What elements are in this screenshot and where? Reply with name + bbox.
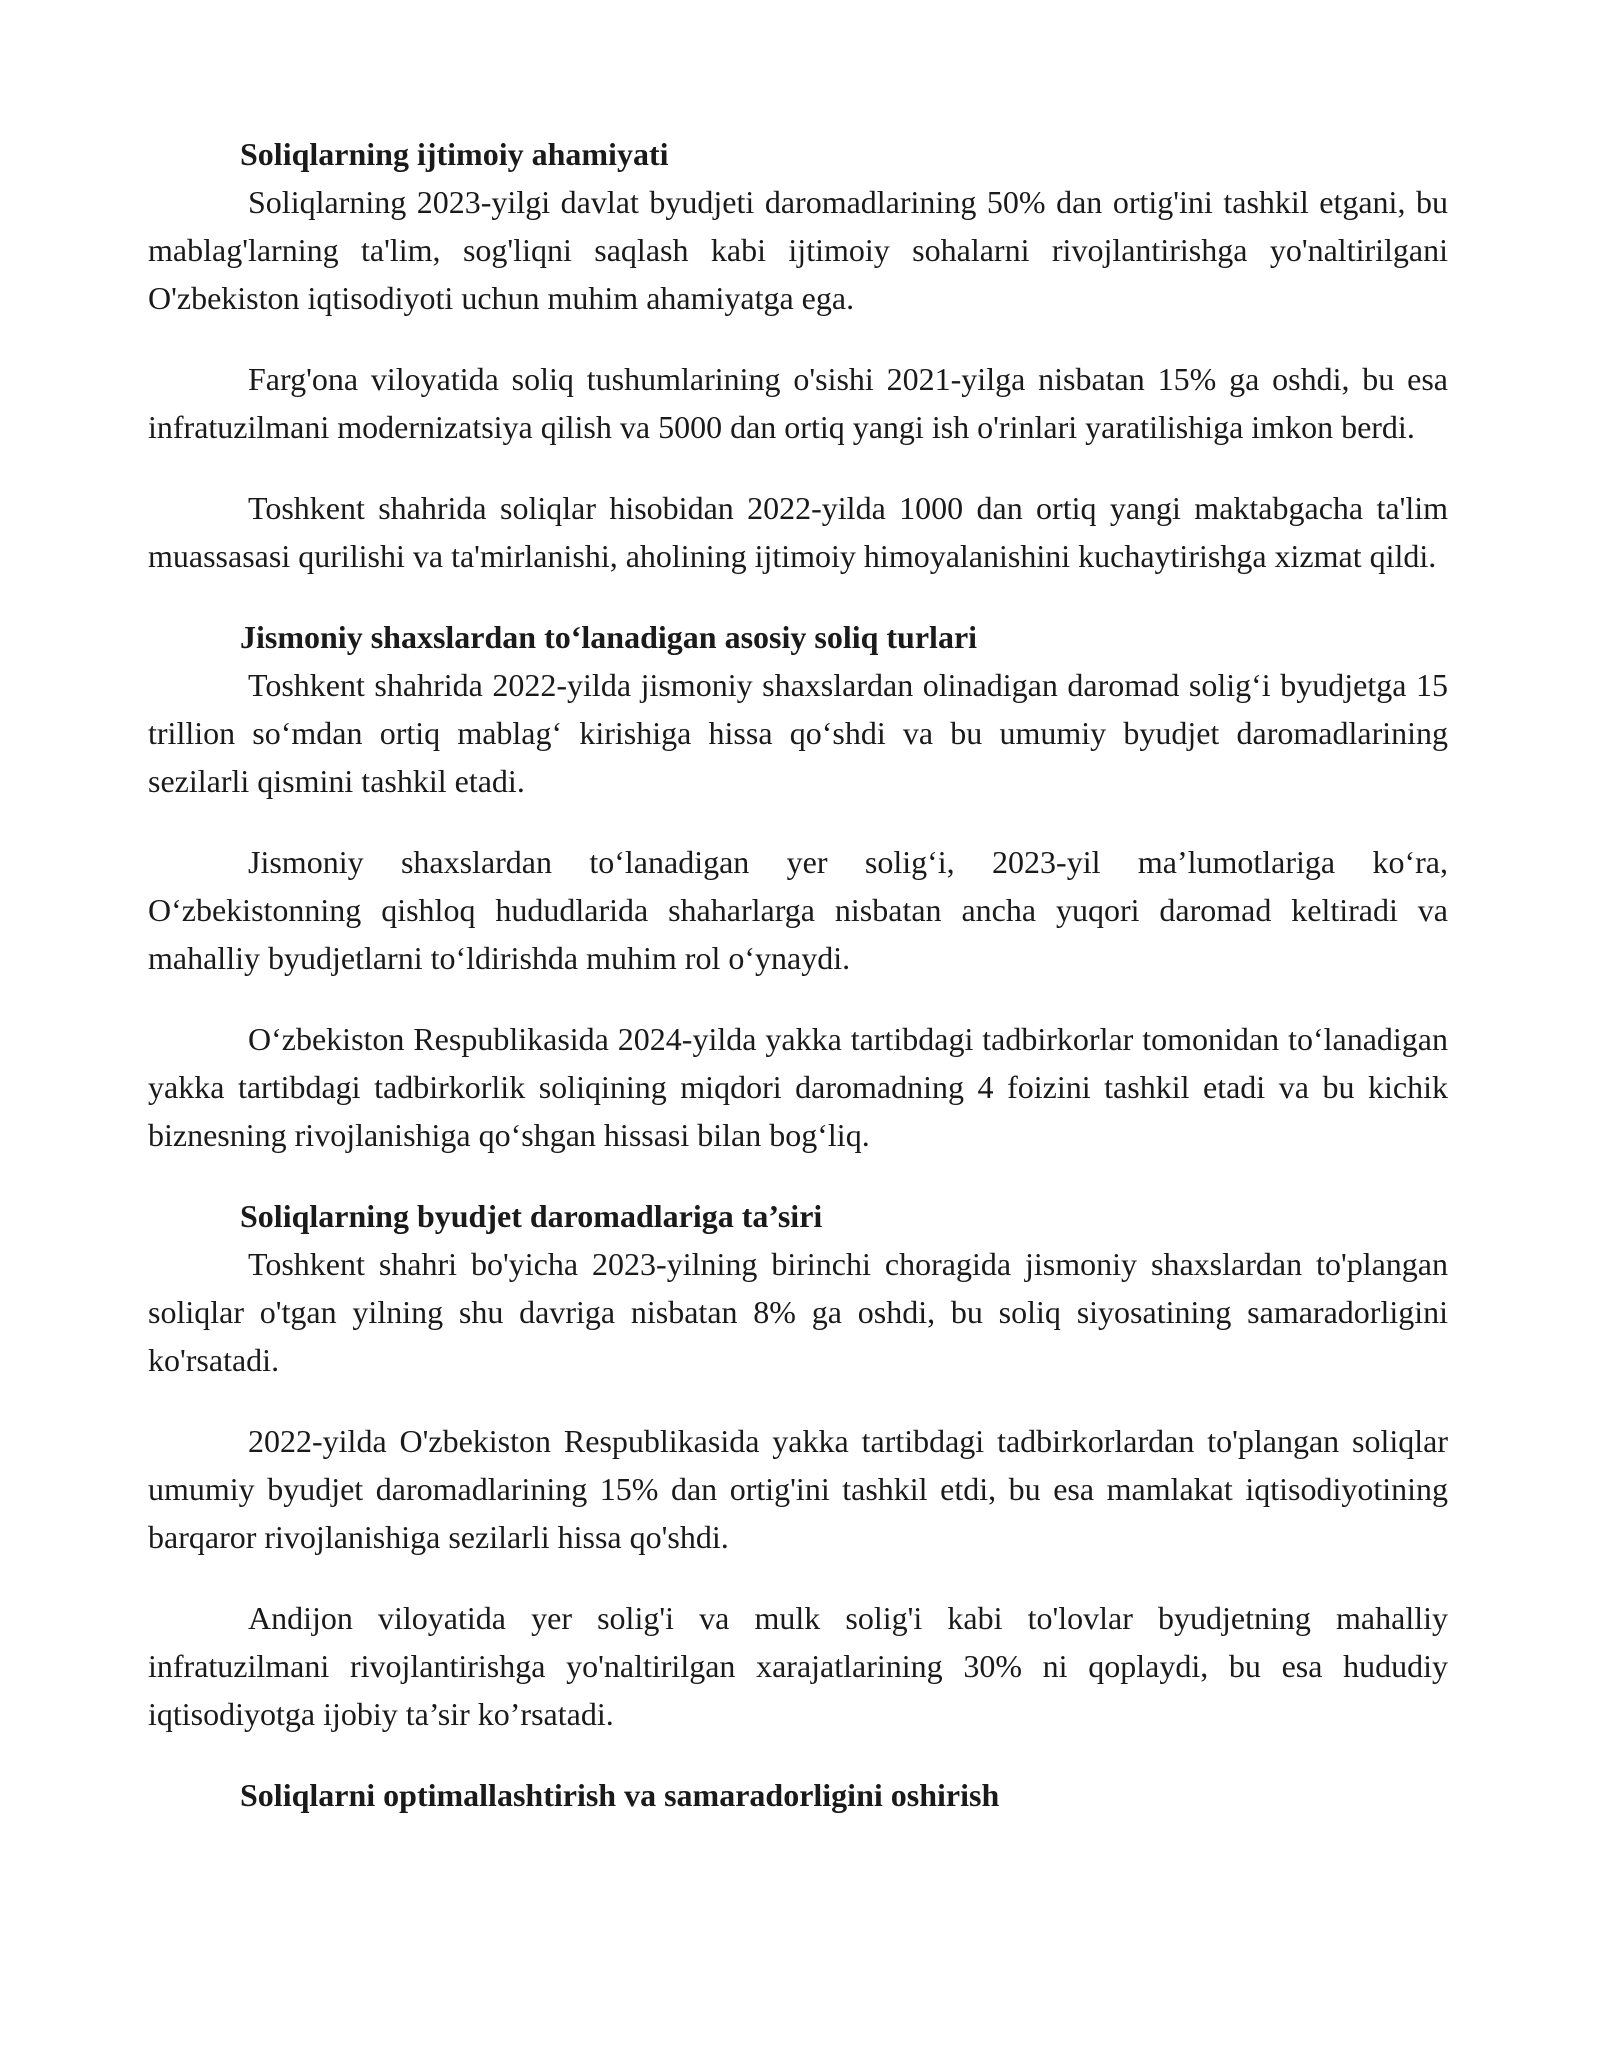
paragraph: Toshkent shahrida 2022-yilda jismoniy shaxslardan olinadigan daromad solig‘i byudjetga 15 trillion so‘mdan ortiq mablag‘ kirishiga hissa qo‘shdi va bu umumiy byudjet daromadlarining sezilarli qismini tashkil etadi. [148,667,1448,799]
section-optimization [148,1771,1448,1819]
paragraph: Toshkent shahri bo'yicha 2023-yilning birinchi choragida jismoniy shaxslardan to'plangan soliqlar o'tgan yilning shu davriga nisbatan 8% ga oshdi, bu soliq siyosatining samaradorligini ko'rsatadi. [148,1246,1448,1378]
section-heading: Soliqlarning ijtimoiy ahamiyati [240,136,669,172]
section-social-importance [148,130,1448,580]
paragraph: Andijon viloyatida yer solig'i va mulk solig'i kabi to'lovlar byudjetning mahalliy infratuzilmani rivojlantirishga yo'naltirilgan xarajatlarining 30% ni qoplaydi, bu esa hududiy iqtisodiyotga ijobiy ta’sir ko’rsatadi. [148,1600,1448,1732]
section-heading: Soliqlarni optimallashtirish va samaradorligini oshirish [240,1777,1000,1813]
paragraph: Jismoniy shaxslardan to‘lanadigan yer solig‘i, 2023-yil ma’lumotlariga ko‘ra, O‘zbekistonning qishloq hududlarida shaharlarga nisbatan ancha yuqori daromad keltiradi va mahalliy byudjetlarni to‘ldirishda muhim rol o‘ynaydi. [148,844,1448,976]
paragraph: Farg'ona viloyatida soliq tushumlarining o'sishi 2021-yilga nisbatan 15% ga oshdi, bu esa infratuzilmani modernizatsiya qilish va 5000 dan ortiq yangi ish o'rinlari yaratilishiga imkon berdi. [148,361,1448,445]
paragraph: Toshkent shahrida soliqlar hisobidan 2022-yilda 1000 dan ortiq yangi maktabgacha ta'lim muassasasi qurilishi va ta'mirlanishi, aholining ijtimoiy himoyalanishini kuchaytirishga xizmat qildi. [148,490,1448,574]
section-main-tax-types [148,613,1448,1159]
paragraph: O‘zbekiston Respublikasida 2024-yilda yakka tartibdagi tadbirkorlar tomonidan to‘lanadigan yakka tartibdagi tadbirkorlik soliqining miqdori daromadning 4 foizini tashkil etadi va bu kichik biznesning rivojlanishiga qo‘shgan hissasi bilan bog‘liq. [148,1021,1448,1153]
paragraph: Soliqlarning 2023-yilgi davlat byudjeti daromadlarining 50% dan ortig'ini tashkil etgani, bu mablag'larning ta'lim, sog'liqni saqlash kabi ijtimoiy sohalarni rivojlantirishga yo'naltirilgani O'zbekiston iqtisodiyoti uchun muhim ahamiyatga ega. [148,184,1448,316]
section-budget-impact [148,1192,1448,1738]
section-heading: Jismoniy shaxslardan to‘lanadigan asosiy soliq turlari [240,619,978,655]
paragraph: 2022-yilda O'zbekiston Respublikasida yakka tartibdagi tadbirkorlardan to'plangan soliqlar umumiy byudjet daromadlarining 15% dan ortig'ini tashkil etdi, bu esa mamlakat iqtisodiyotining barqaror rivojlanishiga sezilarli hissa qo'shdi. [148,1423,1448,1555]
document-page [148,130,1448,1849]
section-heading: Soliqlarning byudjet daromadlariga ta’siri [240,1198,823,1234]
